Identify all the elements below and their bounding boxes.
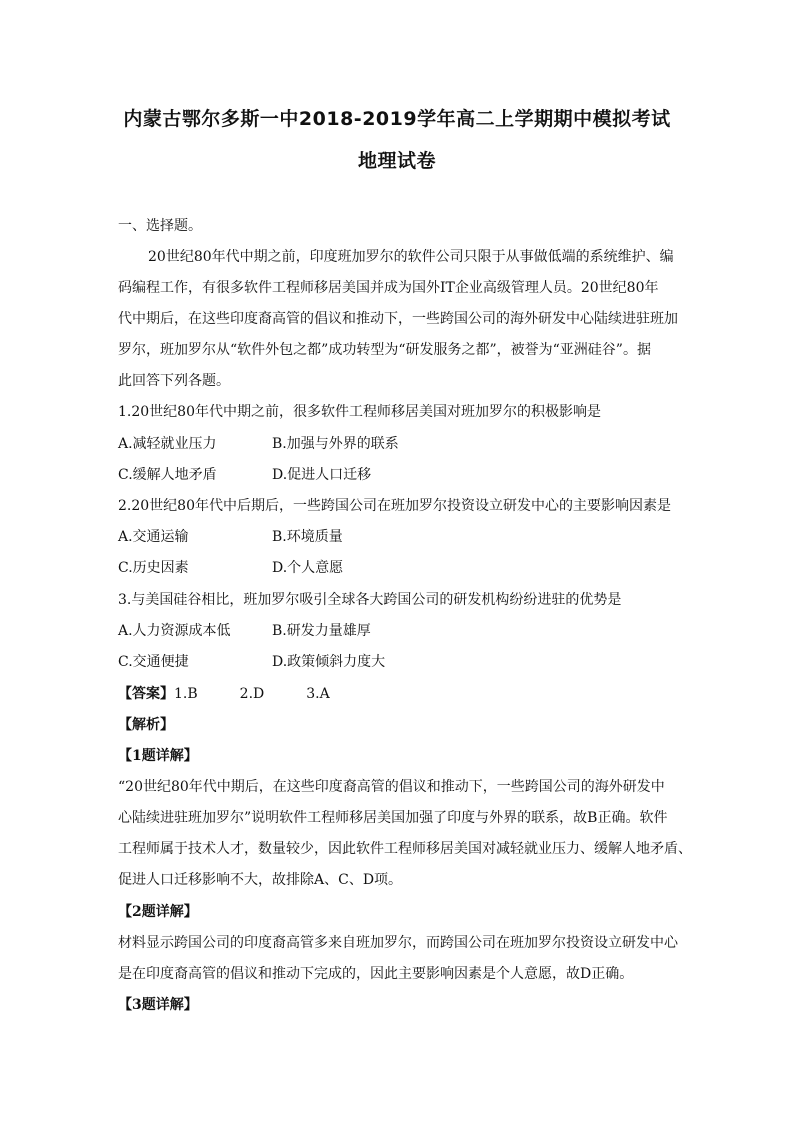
question-1-option-d: D.促进人口迁移 bbox=[272, 467, 372, 483]
detail-2-line: 是在印度裔高管的倡议和推动下完成的，因此主要影响因素是个人意愿，故D正确。 bbox=[118, 966, 634, 982]
analysis-label: 【解析】 bbox=[118, 717, 174, 733]
passage-line: 此回答下列各题。 bbox=[118, 373, 230, 389]
question-2-stem: 2.20世纪80年代中后期后，一些跨国公司在班加罗尔投资设立研发中心的主要影响因素是 bbox=[118, 498, 671, 514]
detail-1-line: “20世纪80年代中期后，在这些印度裔高管的倡议和推动下，一些跨国公司的海外研发中 bbox=[118, 779, 665, 795]
detail-2-line: 材料显示跨国公司的印度裔高管多来自班加罗尔，而跨国公司在班加罗尔投资设立研发中心 bbox=[118, 935, 678, 951]
detail-1-line: 促进人口迁移影响不大，故排除A、C、D项。 bbox=[118, 872, 403, 888]
question-1-stem: 1.20世纪80年代中期之前，很多软件工程师移居美国对班加罗尔的积极影响是 bbox=[118, 404, 601, 420]
question-3-option-c: C.交通便捷 bbox=[118, 654, 189, 670]
answer-item: 2.D bbox=[239, 686, 265, 702]
question-2-option-c: C.历史因素 bbox=[118, 560, 189, 576]
question-3-option-b: B.研发力量雄厚 bbox=[272, 623, 371, 639]
answer-item: 1.B bbox=[174, 686, 198, 702]
answer-label: 【答案】 bbox=[118, 686, 174, 702]
question-3-option-d: D.政策倾斜力度大 bbox=[272, 654, 386, 670]
passage-line: 20世纪80年代中期之前，印度班加罗尔的软件公司只限于从事做低端的系统维护、编 bbox=[148, 249, 674, 265]
detail-1-line: 工程师属于技术人才，数量较少，因此软件工程师移居美国对减轻就业压力、缓解人地矛盾、 bbox=[118, 841, 692, 857]
passage-line: 罗尔，班加罗尔从“软件外包之都”成功转型为“研发服务之都”，被誉为“亚洲硅谷”。据 bbox=[118, 342, 651, 358]
question-1-option-c: C.缓解人地矛盾 bbox=[118, 467, 217, 483]
detail-3-label: 【3题详解】 bbox=[118, 997, 198, 1013]
detail-2-label: 【2题详解】 bbox=[118, 904, 198, 920]
question-3-option-a: A.人力资源成本低 bbox=[118, 623, 231, 639]
question-2-option-a: A.交通运输 bbox=[118, 529, 189, 545]
question-1-option-b: B.加强与外界的联系 bbox=[272, 436, 399, 452]
question-1-option-a: A.减轻就业压力 bbox=[118, 436, 217, 452]
detail-1-label: 【1题详解】 bbox=[118, 748, 198, 764]
section-heading: 一、选择题。 bbox=[118, 218, 202, 234]
passage-line: 码编程工作，有很多软件工程师移居美国并成为国外IT企业高级管理人员。20世纪80年 bbox=[118, 280, 659, 296]
answer-item: 3.A bbox=[306, 686, 330, 702]
answer-row bbox=[118, 684, 678, 704]
page-title: 内蒙古鄂尔多斯一中2018-2019学年高二上学期期中模拟考试 bbox=[123, 108, 671, 130]
passage-line: 代中期后，在这些印度裔高管的倡议和推动下，一些跨国公司的海外研发中心陆续进驻班加 bbox=[118, 311, 678, 327]
question-2-option-b: B.环境质量 bbox=[272, 529, 343, 545]
question-3-stem: 3.与美国硅谷相比，班加罗尔吸引全球各大跨国公司的研发机构纷纷进驻的优势是 bbox=[118, 592, 622, 608]
detail-1-line: 心陆续进驻班加罗尔”说明软件工程师移居美国加强了印度与外界的联系，故B正确。软件 bbox=[118, 810, 668, 826]
page-subtitle: 地理试卷 bbox=[357, 150, 436, 172]
question-2-option-d: D.个人意愿 bbox=[272, 560, 344, 576]
